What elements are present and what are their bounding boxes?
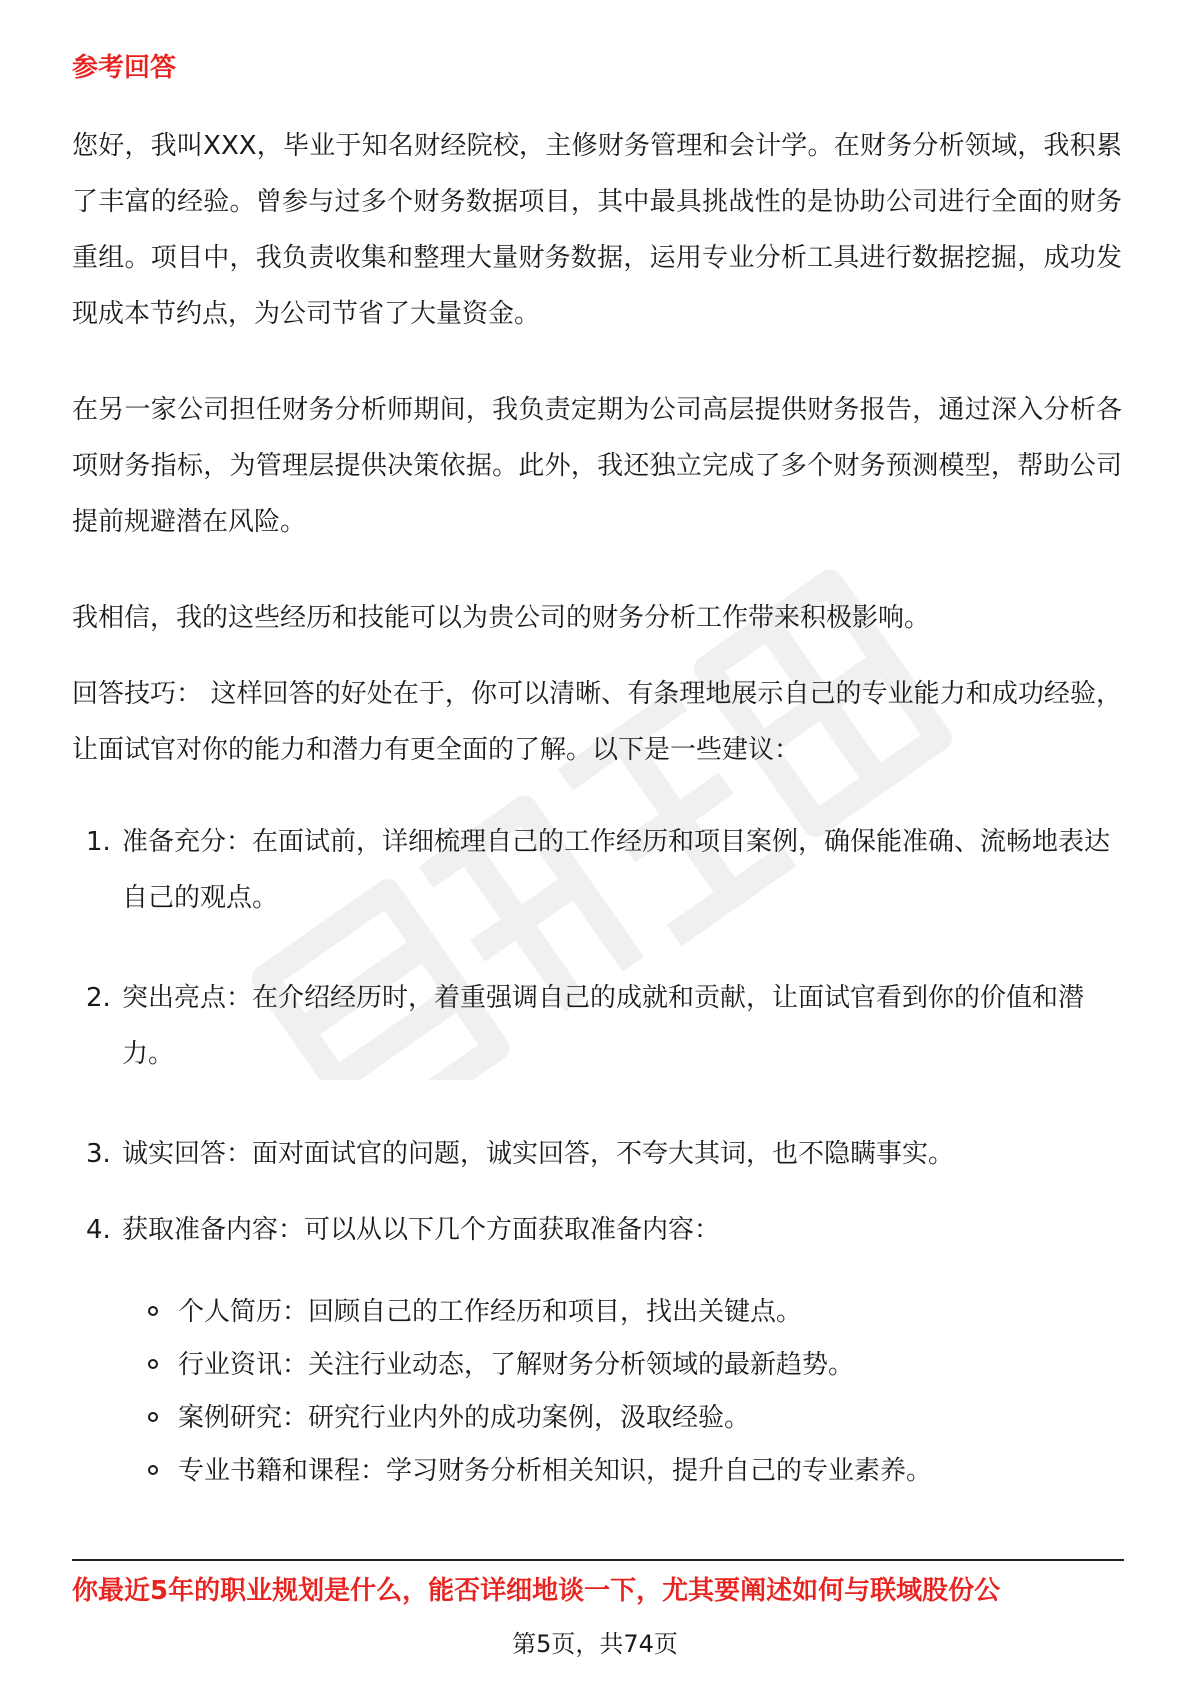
page-number: 第5页，共74页 bbox=[512, 1630, 678, 1658]
list-item-text: 案例研究：研究行业内外的成功案例，汲取经验。 bbox=[178, 1403, 751, 1433]
tips-list-item-4 bbox=[72, 1202, 1122, 1258]
preparation-sources-list bbox=[144, 1286, 1124, 1498]
tips-list-item-2 bbox=[72, 970, 1122, 1082]
answer-paragraph-2: 在另一家公司担任财务分析师期间，我负责定期为公司高层提供财务报告，通过深入分析各项财务指标，为管理层提供决策依据。此外，我还独立完成了多个财务预测模型，帮助公司提前规避潜在风险。 bbox=[72, 395, 1122, 537]
circle-bullet-icon bbox=[148, 1465, 158, 1475]
circle-bullet-icon bbox=[148, 1306, 158, 1316]
tips-intro-paragraph: 回答技巧： 这样回答的好处在于，你可以清晰、有条理地展示自己的专业能力和成功经验，让面试官对你的能力和潜力有更全面的了解。以下是一些建议： bbox=[72, 679, 1122, 765]
list-item-text: 专业书籍和课程：学习财务分析相关知识，提升自己的专业素养。 bbox=[178, 1456, 933, 1486]
list-item bbox=[72, 970, 1122, 1082]
answer-paragraph-3: 我相信，我的这些经历和技能可以为贵公司的财务分析工作带来积极影响。 bbox=[72, 603, 931, 633]
list-number: 2. bbox=[86, 983, 111, 1013]
list-item bbox=[144, 1339, 1124, 1392]
list-item-text: 获取准备内容：可以从以下几个方面获取准备内容： bbox=[122, 1215, 721, 1245]
list-item-text: 诚实回答：面对面试官的问题，诚实回答，不夸大其词，也不隐瞒事实。 bbox=[122, 1139, 955, 1169]
list-item bbox=[144, 1392, 1124, 1445]
list-item bbox=[72, 1126, 1122, 1182]
list-item-text: 个人简历：回顾自己的工作经历和项目，找出关键点。 bbox=[178, 1297, 803, 1327]
next-question-heading: 你最近5年的职业规划是什么，能否详细地谈一下，尤其要阐述如何与联域股份公 bbox=[72, 1576, 1001, 1606]
list-item bbox=[72, 1202, 1122, 1258]
list-item-text: 突出亮点：在介绍经历时，着重强调自己的成就和贡献，让面试官看到你的价值和潜力。 bbox=[122, 983, 1085, 1069]
list-item bbox=[144, 1286, 1124, 1339]
list-number: 4. bbox=[86, 1215, 111, 1245]
list-item bbox=[72, 814, 1122, 926]
list-item bbox=[144, 1445, 1124, 1498]
list-number: 1. bbox=[86, 827, 111, 857]
section-divider bbox=[72, 1559, 1124, 1561]
circle-bullet-icon bbox=[148, 1412, 158, 1422]
section-title: 参考回答 bbox=[72, 53, 177, 83]
list-item-text: 行业资讯：关注行业动态，了解财务分析领域的最新趋势。 bbox=[178, 1350, 855, 1380]
list-number: 3. bbox=[86, 1139, 111, 1169]
circle-bullet-icon bbox=[148, 1359, 158, 1369]
answer-paragraph-1: 您好，我叫XXX，毕业于知名财经院校，主修财务管理和会计学。在财务分析领域，我积累了丰富的经验。曾参与过多个财务数据项目，其中最具挑战性的是协助公司进行全面的财务重组。项目中，我负责收集和整理大量财务数据，运用专业分析工具进行数据挖掘，成功发现成本节约点，为公司节省了大量资金。 bbox=[72, 131, 1122, 329]
tips-list-item-1 bbox=[72, 814, 1122, 926]
list-item-text: 准备充分：在面试前，详细梳理自己的工作经历和项目案例，确保能准确、流畅地表达自己的观点。 bbox=[122, 827, 1111, 913]
tips-list-item-3 bbox=[72, 1126, 1122, 1182]
